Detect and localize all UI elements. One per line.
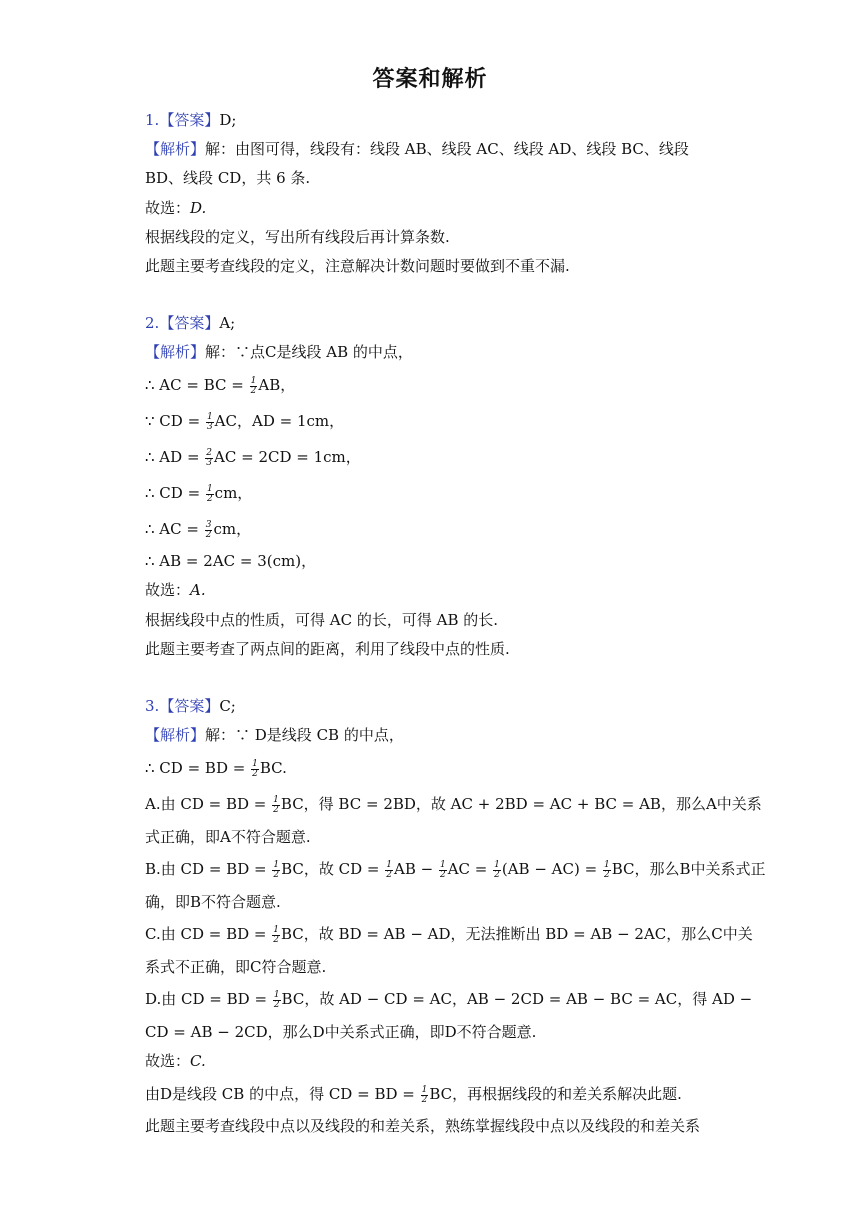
step-text: (AB − AC) =: [501, 860, 598, 878]
q2-step-cd-value: [145, 482, 725, 504]
step-text: BC，得 BC = 2BD，故 AC + 2BD = AC + BC = AB，那么A中关系: [280, 795, 762, 813]
fraction-numerator: 1: [273, 794, 279, 805]
q1-answer-line: [145, 109, 725, 131]
fraction-one-half: [272, 926, 280, 945]
q1-explanation-line-2: BD、线段 CD，共 6 条.: [145, 169, 311, 187]
fraction-numerator: 1: [386, 859, 392, 870]
step-text: ∴ AC =: [145, 520, 199, 538]
fraction-numerator: 1: [250, 375, 257, 386]
fraction-one-half: [251, 760, 259, 779]
q2-explanation-tag: 【解析】: [145, 343, 206, 361]
fraction-three-halves: [205, 521, 213, 540]
q3-number: 3.: [145, 697, 160, 715]
fraction-one-half: [603, 861, 611, 880]
fraction-one-half: [272, 861, 280, 880]
q2-method-line: 根据线段中点的性质，可得 AC 的长，可得 AB 的长.: [145, 611, 499, 629]
q2-answer-line: [145, 312, 725, 334]
fraction-denominator: 2: [421, 1094, 428, 1105]
fraction-one-half: [206, 485, 214, 504]
q1-choose-value: D.: [190, 199, 207, 217]
q3-option-d-line-2: CD = AB − 2CD，那么D中关系式正确，即D不符合题意.: [145, 1023, 537, 1041]
step-text: cm，: [213, 520, 252, 538]
step-text: ∴ AC = BC =: [145, 376, 244, 394]
q2-explanation-line-1: [145, 341, 725, 363]
fraction-one-half: [272, 796, 280, 815]
step-text: AC = 2CD = 1cm，: [214, 448, 361, 466]
q2-step-ac-bc: [145, 374, 725, 396]
q1-text: 解：由图可得，线段有：线段 AB、线段 AC、线段 AD、线段 BC、线段: [205, 140, 689, 158]
fraction-denominator: 2: [439, 869, 446, 880]
fraction-two-thirds: [205, 449, 213, 468]
page-title: 答案和解析: [372, 66, 488, 92]
fraction-numerator: 3: [205, 519, 212, 530]
q2-choose-value: A.: [190, 581, 206, 599]
fraction-denominator: 2: [252, 768, 258, 779]
fraction-one-half: [385, 861, 393, 880]
step-text: BC，那么B中关系式正: [611, 860, 766, 878]
step-text: cm，: [214, 484, 253, 502]
q3-step-cd-bd: [145, 757, 725, 779]
step-text: ∴ CD = BD =: [145, 759, 246, 777]
q2-step-ac-value: [145, 518, 725, 540]
step-text: ∵ CD =: [145, 412, 201, 430]
q2-answer-tag: 【答案】: [159, 314, 220, 332]
q1-summary-line: 此题主要考查线段的定义，注意解决计数问题时要做到不重不漏.: [145, 257, 570, 275]
q2-choose-label: 故选：: [145, 581, 191, 599]
q3-option-b-line-1: [145, 858, 766, 880]
q3-option-b-line-2: 确，即B不符合题意.: [145, 893, 281, 911]
fraction-one-half: [439, 861, 447, 880]
step-text: D.由 CD = BD =: [145, 990, 268, 1008]
fraction-denominator: 2: [273, 869, 280, 880]
q3-explanation-line-1: [145, 724, 725, 746]
step-text: AB，: [258, 376, 296, 394]
step-text: BC，故 BD = AB − AD，无法推断出 BD = AB − 2AC，那么C中关: [281, 925, 753, 943]
q2-number: 2.: [145, 314, 160, 332]
fraction-numerator: 1: [603, 859, 610, 870]
q3-option-a-line-1: [145, 793, 762, 815]
q3-option-d-line-1: [145, 988, 753, 1010]
fraction-denominator: 2: [603, 869, 610, 880]
q2-step-ad: [145, 446, 725, 468]
step-text: 由D是线段 CB 的中点，得 CD = BD =: [145, 1085, 415, 1103]
fraction-denominator: 2: [273, 999, 280, 1010]
q3-option-c-line-1: [145, 923, 753, 945]
fraction-denominator: 3: [206, 457, 213, 468]
fraction-numerator: 1: [273, 859, 280, 870]
q2-step-ab: ∴ AB = 2AC = 3(cm)，: [145, 552, 317, 570]
q2-summary-line: 此题主要考查了两点间的距离，利用了线段中点的性质.: [145, 640, 510, 658]
step-text: BC，再根据线段的和差关系解决此题.: [429, 1085, 682, 1103]
fraction-denominator: 2: [494, 869, 500, 880]
fraction-one-half: [250, 377, 258, 396]
q3-option-a-line-2: 式正确，即A不符合题意.: [145, 828, 311, 846]
q3-summary-line: 此题主要考查线段中点以及线段的和差关系，熟练掌握线段中点以及线段的和差关系: [145, 1117, 701, 1135]
fraction-numerator: 1: [252, 758, 258, 769]
fraction-denominator: 3: [206, 421, 213, 432]
fraction-numerator: 2: [206, 447, 213, 458]
q2-choose-line: [145, 579, 725, 601]
fraction-numerator: 1: [494, 859, 500, 870]
step-text: BC，故 CD =: [281, 860, 380, 878]
q1-number: 1.: [145, 111, 160, 129]
fraction-denominator: 2: [386, 869, 392, 880]
step-text: B.由 CD = BD =: [145, 860, 267, 878]
q3-text: 解：∵ D是线段 CB 的中点，: [205, 726, 404, 744]
step-text: AC，AD = 1cm，: [214, 412, 345, 430]
q2-step-cd: [145, 410, 725, 432]
q1-choose-label: 故选：: [145, 199, 191, 217]
q3-option-c-line-2: 系式不正确，即C符合题意.: [145, 958, 327, 976]
q3-answer-line: [145, 695, 725, 717]
q3-choose-line: [145, 1050, 725, 1072]
q3-answer: C;: [219, 697, 236, 715]
fraction-one-half: [421, 1086, 429, 1105]
q3-choose-value: C.: [190, 1052, 206, 1070]
step-text: BC，故 AD − CD = AC，AB − 2CD = AB − BC = AC，得 AD −: [281, 990, 753, 1008]
step-text: ∴ CD =: [145, 484, 201, 502]
step-text: ∴ AD =: [145, 448, 200, 466]
fraction-one-third: [206, 413, 214, 432]
fraction-denominator: 2: [250, 385, 257, 396]
q3-answer-tag: 【答案】: [159, 697, 220, 715]
fraction-denominator: 2: [205, 529, 212, 540]
step-text: AB −: [393, 860, 434, 878]
fraction-numerator: 1: [273, 924, 279, 935]
fraction-numerator: 1: [273, 989, 280, 1000]
fraction-numerator: 1: [206, 483, 213, 494]
step-text: AC =: [447, 860, 488, 878]
step-text: A.由 CD = BD =: [145, 795, 267, 813]
q1-answer: D;: [219, 111, 237, 129]
step-text: BC.: [259, 759, 287, 777]
fraction-numerator: 1: [421, 1084, 428, 1095]
q3-choose-label: 故选：: [145, 1052, 191, 1070]
q2-text: 解：∵点C是线段 AB 的中点，: [205, 343, 413, 361]
fraction-numerator: 1: [206, 411, 213, 422]
fraction-denominator: 2: [206, 493, 213, 504]
q3-explanation-tag: 【解析】: [145, 726, 206, 744]
q1-explanation-tag: 【解析】: [145, 140, 206, 158]
step-text: C.由 CD = BD =: [145, 925, 267, 943]
fraction-numerator: 1: [439, 859, 446, 870]
fraction-denominator: 2: [273, 804, 279, 815]
q2-answer: A;: [219, 314, 236, 332]
fraction-one-half: [493, 861, 501, 880]
fraction-denominator: 2: [273, 934, 279, 945]
q1-explanation-line-1: [145, 138, 725, 160]
q1-method-line: 根据线段的定义，写出所有线段后再计算条数.: [145, 228, 450, 246]
q1-choose-line: [145, 197, 725, 219]
q1-answer-tag: 【答案】: [159, 111, 220, 129]
fraction-one-half: [273, 991, 281, 1010]
q3-method-line: [145, 1083, 725, 1105]
